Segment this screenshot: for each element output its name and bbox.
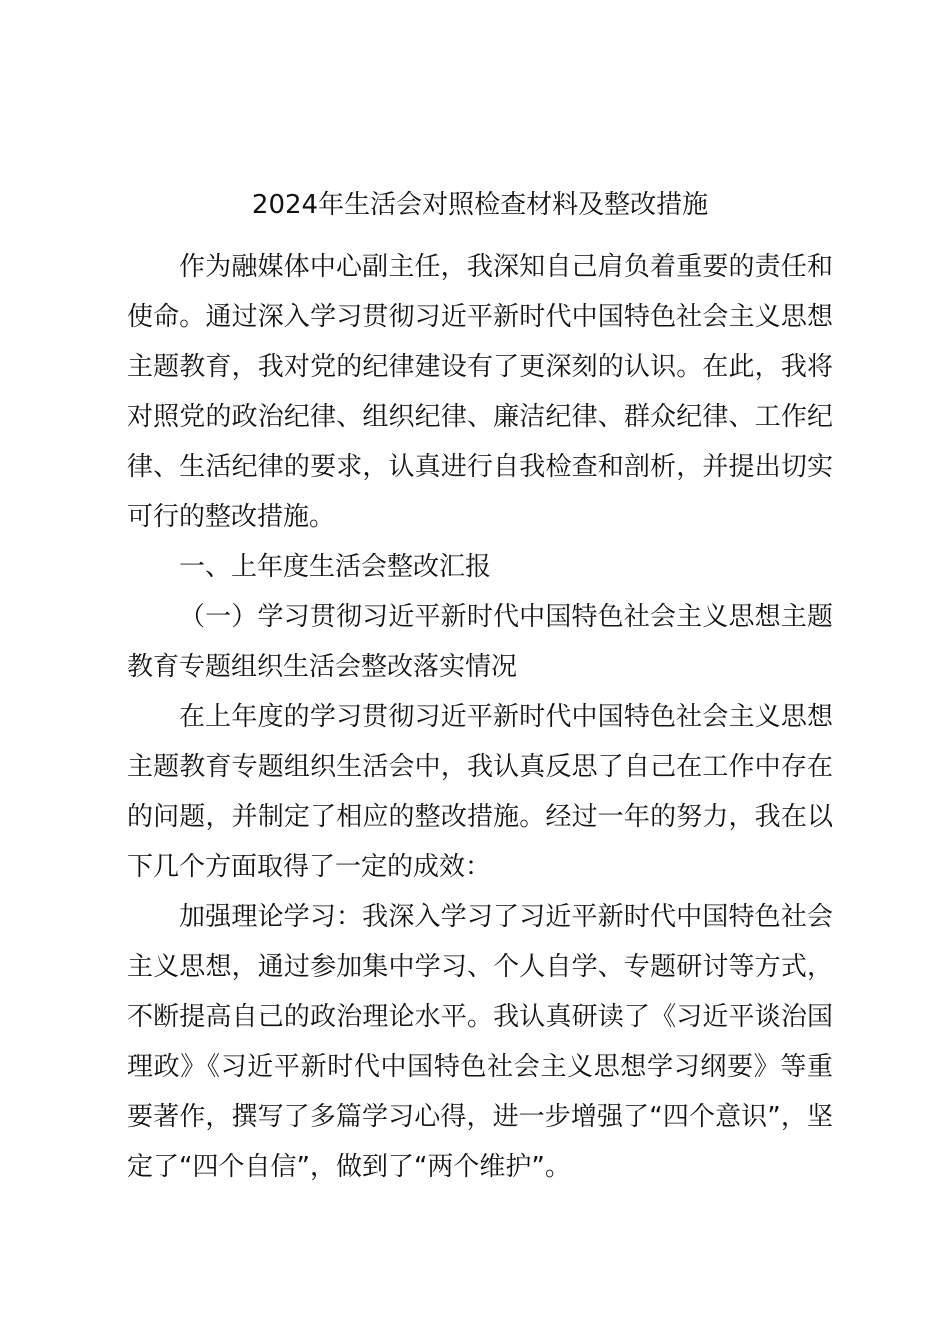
document-page <box>127 180 833 1192</box>
subsection-heading: （一）学习贯彻习近平新时代中国特色社会主义思想主题教育专题组织生活会整改落实情况 <box>127 602 833 682</box>
section-heading: 一、上年度生活会整改汇报 <box>179 552 492 582</box>
document-title: 2024年生活会对照检查材料及整改措施 <box>251 190 709 220</box>
intro-paragraph: 作为融媒体中心副主任，我深知自己肩负着重要的责任和使命。通过深入学习贯彻习近平新时代中国特色社会主义思想主题教育，我对党的纪律建设有了更深刻的认识。在此，我将对照党的政治纪律、组织纪律、廉洁纪律、群众纪律、工作纪律、生活纪律的要求，认真进行自我检查和剖析，并提出切实可行的整改措施。 <box>127 252 833 532</box>
body-paragraph-2: 加强理论学习：我深入学习了习近平新时代中国特色社会主义思想，通过参加集中学习、个人自学、专题研讨等方式，不断提高自己的政治理论水平。我认真研读了《习近平谈治国理政》《习近平新时代中国特色社会主义思想学习纲要》等重要著作，撰写了多篇学习心得，进一步增强了“四个意识”，坚定了“四个自信”，做到了“两个维护”。 <box>127 902 833 1182</box>
body-paragraph-1: 在上年度的学习贯彻习近平新时代中国特色社会主义思想主题教育专题组织生活会中，我认真反思了自己在工作中存在的问题，并制定了相应的整改措施。经过一年的努力，我在以下几个方面取得了一定的成效： <box>127 702 833 882</box>
